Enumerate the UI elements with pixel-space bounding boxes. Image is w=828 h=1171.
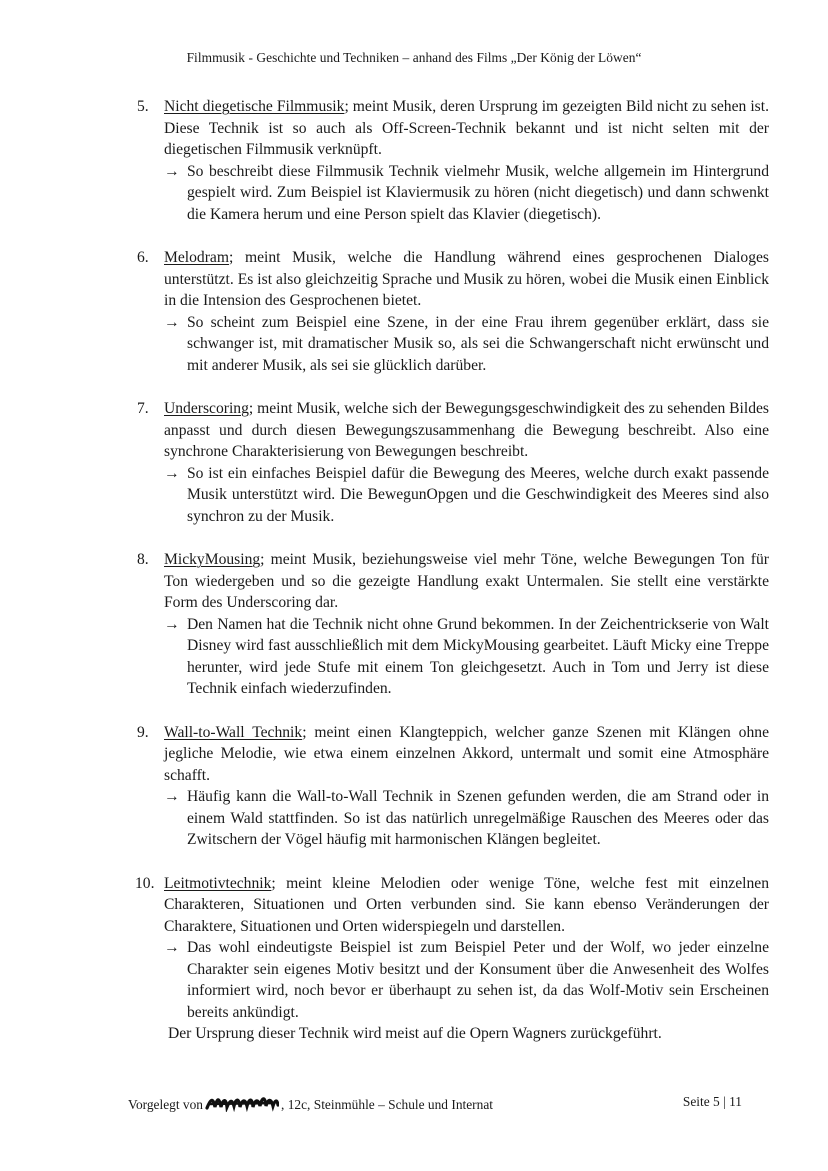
item-example xyxy=(164,312,769,377)
page-number: Seite 5 | 11 xyxy=(682,1094,742,1109)
item-term: Melodram xyxy=(164,249,229,266)
item-number: 8. xyxy=(137,551,149,568)
item-example xyxy=(164,161,769,226)
item-definition xyxy=(164,549,769,614)
arrow-icon: → xyxy=(164,615,180,633)
arrow-icon: → xyxy=(164,939,180,956)
arrow-icon: → xyxy=(164,313,180,331)
item-example-text: Das wohl eindeutigste Beispiel ist zum Beispiel Peter und der Wolf, wo jeder einzelne Charakter sein eigenes Motiv besitzt und der Konsument über die Anwesenheit des Wolfes informiert wird, noch bevor er überhaupt zu sehen ist, da das Wolf-Motiv sein Erscheinen bereits ankündigt. xyxy=(187,939,769,1021)
item-definition-text: ; meint kleine Melodien oder wenige Töne, welche fest mit einzelnen Charakteren, Situationen und Orten verbunden sind. Sie kann ebenso Veränderungen der Charaktere, Situationen und Orten widerspiegeln und darstellen. xyxy=(164,874,769,935)
footer-suffix: , 12c, Steinmühle – Schule und Internat xyxy=(281,1097,493,1112)
item-definition-text: ; meint Musik, beziehungsweise viel mehr Töne, welche Bewegungen Ton für Ton wiedergeben und so die gezeigte Handlung exakt Untermalen. Sie stellt eine verstärkte Form des Underscoring dar. xyxy=(164,551,769,611)
item-number: 9. xyxy=(137,723,149,741)
item-term: Underscoring xyxy=(164,400,249,417)
item-definition-text: ; meint Musik, welche die Handlung während eines gesprochenen Dialoges unterstützt. Es ist also gleichzeitig Sprache und Musik zu hören, wobei die Musik einen Einblick in die Intension des Gesprochenen bietet. xyxy=(164,249,769,309)
list-item-9 xyxy=(137,722,769,851)
item-term: Wall-to-Wall Technik xyxy=(164,723,303,741)
item-definition xyxy=(164,247,769,312)
item-example-text: Häufig kann die Wall-to-Wall Technik in Szenen gefunden werden, die am Strand oder in einem Wald stattfinden. So ist das natürlich unregelmäßige Rauschen des Meeres oder das Zwitschern der Vögel häufig mit harmonischen Klängen begleitet. xyxy=(187,788,769,848)
item-term: Nicht diegetische Filmmusik xyxy=(164,98,345,115)
item-number: 10. xyxy=(135,874,155,892)
list-item-6 xyxy=(137,247,769,376)
item-example-text: So beschreibt diese Filmmusik Technik vielmehr Musik, welche allgemein im Hintergrund gespielt wird. Zum Beispiel ist Klaviermusik zu hören (nicht diegetisch) und dann schwenkt die Kamera herum und eine Person spielt das Klavier (diegetisch). xyxy=(187,162,769,223)
arrow-icon: → xyxy=(164,464,180,482)
item-example-text: So ist ein einfaches Beispiel dafür die Bewegung des Meeres, welche durch exakt passende Musik unterstützt wird. Die BewegunOpgen und die Geschwindigkeit des Meeres sind also synchron zu der Musik. xyxy=(187,464,769,525)
arrow-icon: → xyxy=(164,162,180,180)
item-definition xyxy=(164,873,769,938)
footer-author xyxy=(128,1094,493,1116)
item-example-text: Den Namen hat die Technik nicht ohne Grund bekommen. In der Zeichentrickserie von Walt Disney wird fast ausschließlich mit dem MickyMousing gearbeitet. Läuft Micky eine Treppe herunter, wird jede Stufe mit einem Ton gleichgesetzt. Auch in Tom und Jerry ist diese Technik einfach wiederzufinden. xyxy=(187,615,769,697)
list-item-10 xyxy=(137,873,769,1045)
item-definition-text: ; meint Musik, welche sich der Bewegungsgeschwindigkeit des zu sehenden Bildes anpasst und durch diesen Bewegungszusammenhang die Bewegung beschreibt. Also eine synchrone Charakterisierung von Bewegungen beschreibt. xyxy=(164,400,769,460)
footer-prefix: Vorgelegt von xyxy=(128,1097,204,1112)
item-definition-text: ; meint Musik, deren Ursprung im gezeigten Bild nicht zu sehen ist. Diese Technik ist so auch als Off-Screen-Technik bekannt und ist nicht selten mit der diegetischen Filmmusik verknüpft. xyxy=(164,98,769,158)
list-item-7 xyxy=(137,398,769,527)
item-definition xyxy=(164,722,769,787)
item-definition-text: ; meint einen Klangteppich, welcher ganze Szenen mit Klängen ohne jegliche Melodie, wie etwa einem einzelnen Akkord, untermalt und somit eine Atmosphäre schafft. xyxy=(164,723,769,784)
item-closing-note: Der Ursprung dieser Technik wird meist auf die Opern Wagners zurückgeführt. xyxy=(168,1025,662,1042)
item-example-text: So scheint zum Beispiel eine Szene, in der eine Frau ihrem gegenüber erklärt, dass sie schwanger ist, mit dramatischer Musik so, als sei die Schwangerschaft nicht erwünscht und mit anderer Musik, als sei sie glücklich darüber. xyxy=(187,313,769,374)
item-number: 5. xyxy=(137,98,149,115)
item-example xyxy=(164,614,769,700)
item-example xyxy=(164,937,769,1023)
page-header: Filmmusik - Geschichte und Techniken – anhand des Films „Der König der Löwen“ xyxy=(186,50,642,65)
item-example xyxy=(164,463,769,528)
item-definition xyxy=(164,96,769,161)
list-item-5 xyxy=(137,96,769,225)
redacted-name-scribble xyxy=(205,1094,279,1116)
document-body xyxy=(137,96,769,1067)
item-example xyxy=(164,786,769,851)
arrow-icon: → xyxy=(164,788,180,805)
item-number: 6. xyxy=(137,249,149,266)
item-definition xyxy=(164,398,769,463)
list-item-8 xyxy=(137,549,769,700)
item-term: Leitmotivtechnik xyxy=(164,874,272,892)
item-number: 7. xyxy=(137,400,149,417)
item-term: MickyMousing xyxy=(164,551,261,568)
